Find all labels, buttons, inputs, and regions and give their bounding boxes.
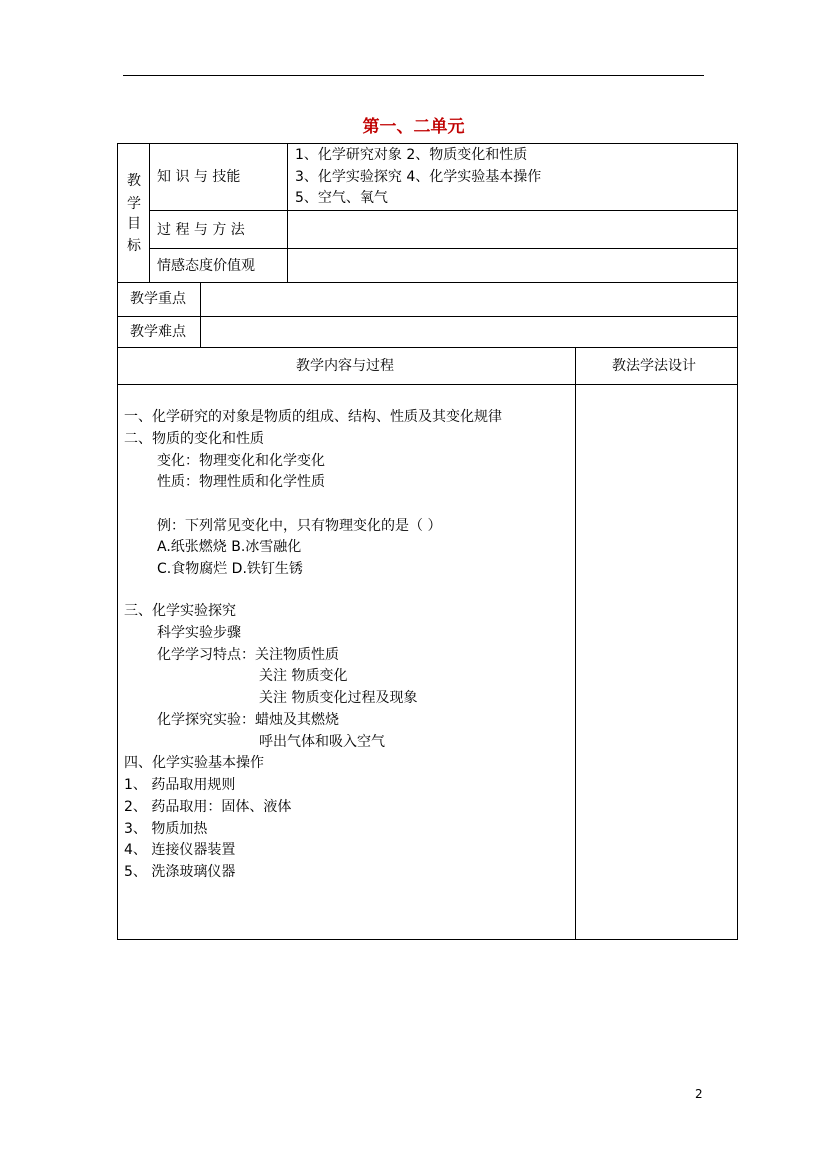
objective-label-process: 过 程 与 方 法 [157, 222, 245, 238]
side-char: 目 [127, 216, 141, 232]
content-line: 性质：物理性质和化学性质 [157, 474, 325, 490]
content-line: 变化：物理变化和化学变化 [157, 453, 325, 469]
content-line: 5、 洗涤玻璃仪器 [124, 864, 236, 880]
content-line: A.纸张燃烧 B.冰雪融化 [157, 539, 302, 555]
difficulty-label: 教学难点 [130, 324, 186, 340]
objective-label-knowledge: 知 识 与 技能 [157, 169, 241, 185]
content-line: 关注 物质变化 [259, 668, 348, 684]
header-rule [123, 75, 704, 76]
content-line: 1、 药品取用规则 [124, 777, 236, 793]
content-line: 化学探究实验：蜡烛及其燃烧 [157, 712, 339, 728]
content-line: 科学实验步骤 [157, 625, 241, 641]
key-point-label: 教学重点 [130, 291, 186, 307]
content-line: 二、物质的变化和性质 [124, 431, 264, 447]
page-title: 第一、二单元 [362, 117, 465, 137]
side-char: 教 [127, 173, 141, 189]
content-line: 呼出气体和吸入空气 [259, 734, 385, 750]
method-header: 教法学法设计 [612, 358, 696, 374]
content-line: 一、化学研究的对象是物质的组成、结构、性质及其变化规律 [124, 409, 502, 425]
key-points-table [117, 282, 738, 348]
side-char: 标 [127, 238, 141, 254]
content-line: 关注 物质变化过程及现象 [259, 690, 418, 706]
objective-content-line: 5、空气、氧气 [295, 190, 388, 206]
content-line: 2、 药品取用：固体、液体 [124, 799, 292, 815]
objective-content-line: 3、化学实验探究 4、化学实验基本操作 [295, 169, 542, 185]
content-header: 教学内容与过程 [296, 358, 394, 374]
content-line: 四、化学实验基本操作 [124, 755, 264, 771]
page-number: 2 [695, 1087, 703, 1101]
content-line: 三、化学实验探究 [124, 603, 236, 619]
content-line: 3、 物质加热 [124, 821, 208, 837]
content-line: 4、 连接仪器装置 [124, 842, 236, 858]
content-line: C.食物腐烂 D.铁钉生锈 [157, 561, 303, 577]
side-char: 学 [127, 196, 141, 212]
objective-label-emotion: 情感态度价值观 [157, 258, 255, 274]
content-line: 化学学习特点：关注物质性质 [157, 647, 339, 663]
content-line: 例：下列常见变化中，只有物理变化的是（ ） [157, 518, 442, 534]
objective-content-line: 1、化学研究对象 2、物质变化和性质 [295, 147, 528, 163]
